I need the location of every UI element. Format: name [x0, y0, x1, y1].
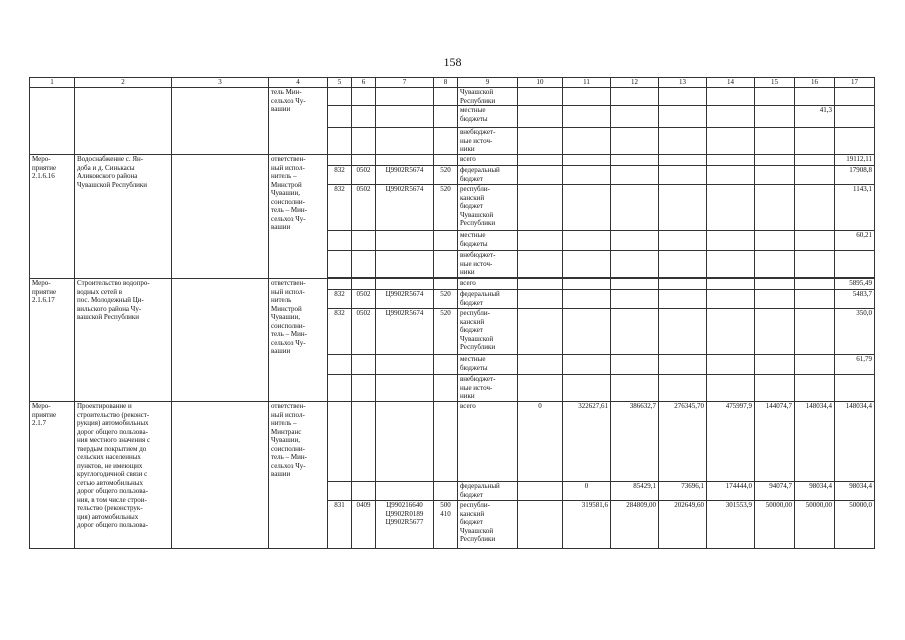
code-cell: 0502 — [352, 309, 376, 355]
col-number: 8 — [434, 78, 458, 88]
value-cell: 50000,00 — [795, 501, 835, 549]
code-cell: 832 — [328, 290, 352, 309]
value-cell: 475997,9 — [707, 402, 755, 482]
funding-source: всего — [458, 279, 518, 290]
table-row — [30, 155, 875, 166]
code-cell: 520 — [434, 309, 458, 355]
code-cell: Ц9902R5674 — [376, 290, 434, 309]
value-cell: 174444,0 — [707, 482, 755, 501]
value-cell: 5483,7 — [835, 290, 875, 309]
responsible-cell: ответствен- ный испол- нитель Минстрой Чувашии, соисполни- тель – Мин- сельхоз Чу- вашии — [269, 279, 328, 402]
value-cell: 50000,0 — [835, 501, 875, 549]
col-number: 11 — [563, 78, 611, 88]
budget-table — [29, 77, 875, 549]
funding-source: местные бюджеты — [458, 355, 518, 375]
funding-source: федеральный бюджет — [458, 290, 518, 309]
funding-source: федеральный бюджет — [458, 482, 518, 501]
value-cell: 5895,49 — [835, 279, 875, 290]
col-number: 6 — [352, 78, 376, 88]
measure-name-cell: Водоснабжение с. Ян- доба и д. Синькасы Аликовского района Чувашской Республики — [75, 155, 172, 279]
measure-code-cell: Меро- приятие 2.1.6.16 — [30, 155, 75, 279]
funding-source: внебюджет- ные источ- ники — [458, 375, 518, 402]
table-row — [30, 88, 875, 106]
value-cell: 17908,8 — [835, 166, 875, 185]
col-number: 9 — [458, 78, 518, 88]
col-number: 10 — [518, 78, 563, 88]
measure-name-cell: Строительство водопро- водных сетей в пос. Молодежный Ци- вильского района Чу- вашской Республики — [75, 279, 172, 402]
col3-cell — [172, 88, 269, 155]
value-cell: 98034,4 — [835, 482, 875, 501]
measure-code-cell — [30, 88, 75, 155]
value-cell: 0 — [518, 402, 563, 482]
code-cell: 520 — [434, 185, 458, 231]
funding-source: Чувашской Республики — [458, 88, 518, 106]
value-cell: 41,3 — [795, 106, 835, 128]
value-cell: 98034,4 — [795, 482, 835, 501]
col3-cell — [172, 402, 269, 549]
funding-source: всего — [458, 155, 518, 166]
value-cell: 85429,1 — [611, 482, 659, 501]
table-row — [30, 402, 875, 482]
column-number-row — [30, 78, 875, 88]
value-cell: 319581,6 — [563, 501, 611, 549]
funding-source: внебюджет- ные источ- ники — [458, 128, 518, 155]
value-cell: 60,21 — [835, 231, 875, 251]
value-cell: 202649,60 — [659, 501, 707, 549]
code-cell: 832 — [328, 309, 352, 355]
funding-source: республи- канский бюджет Чувашской Республики — [458, 185, 518, 231]
measure-code-cell: Меро- приятие 2.1.6.17 — [30, 279, 75, 402]
value-cell: 144074,7 — [755, 402, 795, 482]
col-number: 5 — [328, 78, 352, 88]
funding-source: местные бюджеты — [458, 231, 518, 251]
value-cell: 73696,1 — [659, 482, 707, 501]
value-cell: 284809,00 — [611, 501, 659, 549]
value-cell: 148034,4 — [795, 402, 835, 482]
col-number: 15 — [755, 78, 795, 88]
code-cell: Ц9902R5674 — [376, 166, 434, 185]
col3-cell — [172, 279, 269, 402]
code-cell: 0502 — [352, 290, 376, 309]
value-cell: 94074,7 — [755, 482, 795, 501]
code-cell: 0409 — [352, 501, 376, 549]
col-number: 1 — [30, 78, 75, 88]
code-cell: 500 410 — [434, 501, 458, 549]
value-cell: 148034,4 — [835, 402, 875, 482]
funding-source: республи- канский бюджет Чувашской Республики — [458, 309, 518, 355]
code-cell: 520 — [434, 290, 458, 309]
code-cell: Ц9902R5674 — [376, 309, 434, 355]
measure-name-cell — [75, 88, 172, 155]
col-number: 13 — [659, 78, 707, 88]
table-row — [30, 279, 875, 290]
code-cell: Ц9902R5674 — [376, 185, 434, 231]
col-number: 16 — [795, 78, 835, 88]
value-cell: 301553,9 — [707, 501, 755, 549]
measure-name-cell: Проектирование и строительство (реконст- рукция) автомобильных дорог общего пользова- ния местного значения с твердым покрытием до сельских населенных пунктов, не имеющих круглогодичной связи с сетью автомобильных дорог общего пользова- ния, в том числе строи- тельство (реконструк- ция) автомобильных дорог общего пользова- — [75, 402, 172, 549]
value-cell: 1143,1 — [835, 185, 875, 231]
funding-source: всего — [458, 402, 518, 482]
funding-source: внебюджет- ные источ- ники — [458, 251, 518, 278]
col-number: 14 — [707, 78, 755, 88]
responsible-cell: ответствен- ный испол- нитель – Минстрой Чувашии, соисполни- тель – Мин- сельхоз Чу- вашии — [269, 155, 328, 279]
funding-source: федеральный бюджет — [458, 166, 518, 185]
value-cell: 276345,70 — [659, 402, 707, 482]
funding-source: местные бюджеты — [458, 106, 518, 128]
page-number: 158 — [443, 55, 462, 69]
code-cell: 832 — [328, 185, 352, 231]
value-cell: 350,0 — [835, 309, 875, 355]
col-number: 3 — [172, 78, 269, 88]
value-cell: 386632,7 — [611, 402, 659, 482]
col-number: 7 — [376, 78, 434, 88]
col-number: 2 — [75, 78, 172, 88]
code-cell: 831 — [328, 501, 352, 549]
col-number: 4 — [269, 78, 328, 88]
code-cell: 832 — [328, 166, 352, 185]
value-cell: 0 — [563, 482, 611, 501]
code-cell: Ц990216640 Ц9902R0189 Ц9902R5677 — [376, 501, 434, 549]
code-cell: 0502 — [352, 185, 376, 231]
col-number: 17 — [835, 78, 875, 88]
col3-cell — [172, 155, 269, 279]
code-cell: 0502 — [352, 166, 376, 185]
value-cell: 19112,11 — [835, 155, 875, 166]
funding-source: республи- канский бюджет Чувашской Республики — [458, 501, 518, 549]
code-cell: 520 — [434, 166, 458, 185]
col-number: 12 — [611, 78, 659, 88]
measure-code-cell: Меро- приятие 2.1.7 — [30, 402, 75, 549]
responsible-cell: тель Мин- сельхоз Чу- вашии — [269, 88, 328, 155]
value-cell: 322627,61 — [563, 402, 611, 482]
value-cell: 61,79 — [835, 355, 875, 375]
responsible-cell: ответствен- ный испол- нитель – Минтранс Чувашии, соисполни- тель – Мин- сельхоз Чу- вашии — [269, 402, 328, 549]
value-cell: 50000,00 — [755, 501, 795, 549]
